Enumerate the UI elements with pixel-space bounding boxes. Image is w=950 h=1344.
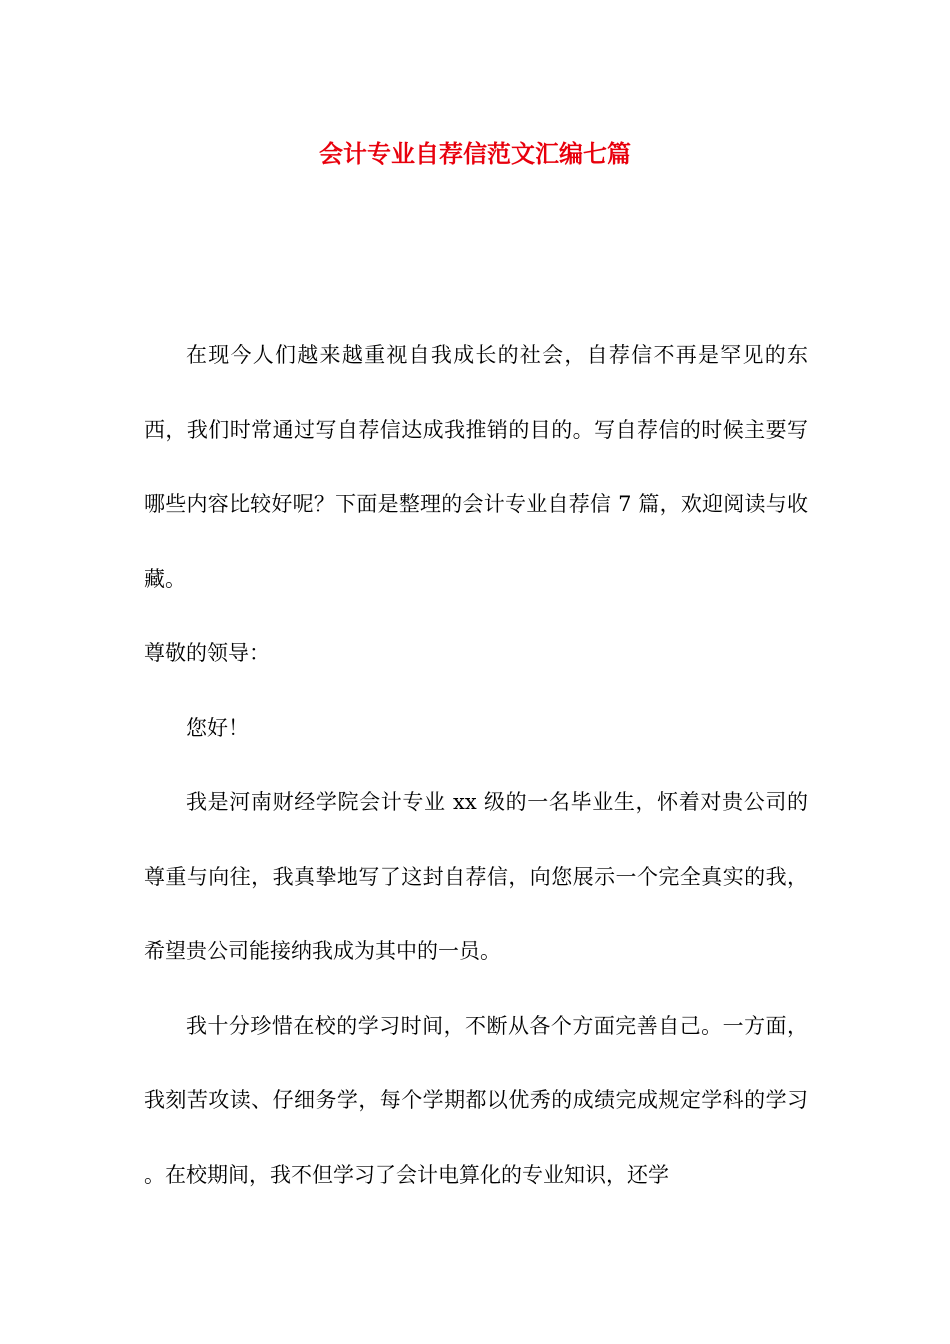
greeting: 您好！ — [186, 715, 249, 740]
document-title: 会计专业自荐信范文汇编七篇 — [319, 139, 631, 168]
intro-paragraph: 在现今人们越来越重视自我成长的社会，自荐信不再是罕见的东西，我们时常通过写自荐信达成我推销的目的。写自荐信的时候主要写哪些内容比较好呢？下面是整理的会计专业自荐信 7 篇，欢迎阅读与收藏。 — [144, 343, 808, 591]
body-paragraph: 我十分珍惜在校的学习时间，不断从各个方面完善自己。一方面，我刻苦攻读、仔细务学，每个学期都以优秀的成绩完成规定学科的学习 。在校期间，我不但学习了会计电算化的专业知识，还学 — [144, 1013, 808, 1187]
document-body — [144, 318, 808, 1212]
salutation: 尊敬的领导： — [144, 641, 270, 665]
body-paragraph: 我是河南财经学院会计专业 xx 级的一名毕业生，怀着对贵公司的尊重与向往，我真挚地写了这封自荐信，向您展示一个完全真实的我，希望贵公司能接纳我成为其中的一员。 — [144, 790, 808, 963]
